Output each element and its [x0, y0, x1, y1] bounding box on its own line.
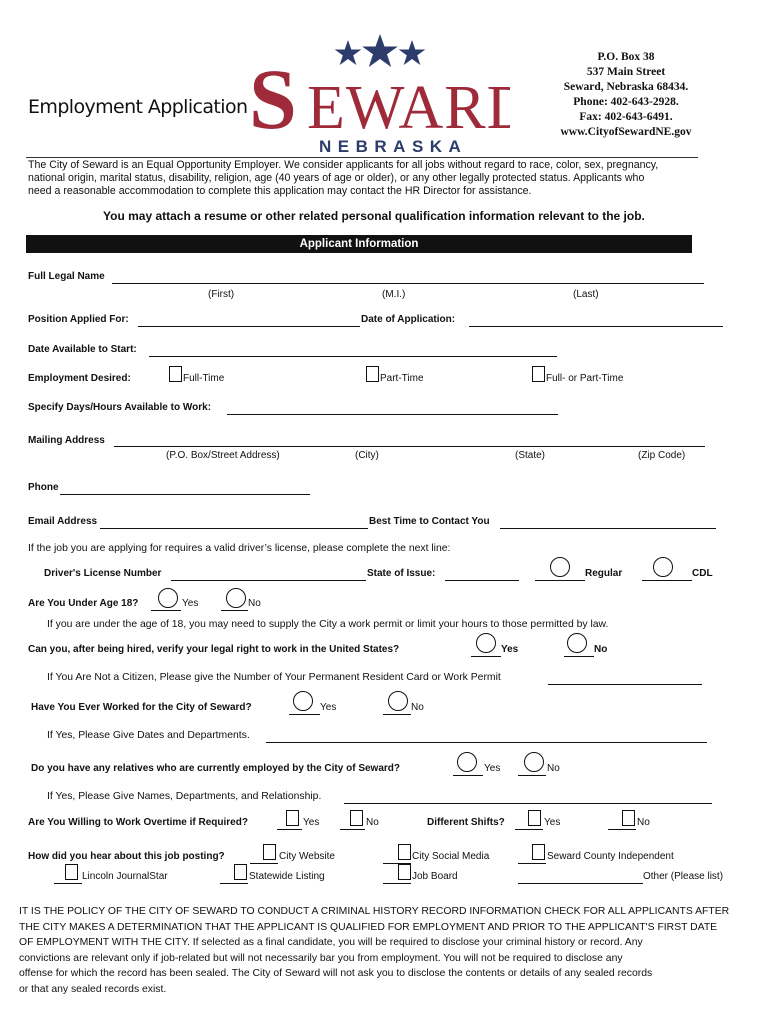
address-line: Fax: 402-643-6491.	[579, 111, 673, 123]
section-header: Applicant Information	[26, 235, 692, 253]
hear-label: How did you hear about this job posting?	[28, 851, 225, 862]
worked-no-label: No	[411, 702, 424, 713]
other-field[interactable]	[518, 883, 643, 884]
shifts-yes-blank	[515, 829, 543, 830]
job-board-checkbox[interactable]	[398, 864, 411, 880]
date-available-label: Date Available to Start:	[28, 344, 137, 355]
policy-line: convictions are relevant only if job-related but will not necessarily bar you from employment. You will not be required to disclose any	[19, 952, 623, 964]
cdl-label: CDL	[692, 568, 713, 579]
svg-text:EWARD: EWARD	[307, 74, 510, 142]
address-line: P.O. Box 38	[597, 51, 655, 63]
mailing-field[interactable]	[114, 446, 705, 447]
relatives-yes-radio[interactable]	[457, 752, 477, 772]
worked-no-radio[interactable]	[388, 691, 408, 711]
names-relationship-field[interactable]	[344, 803, 712, 804]
verify-label: Can you, after being hired, verify your legal right to work in the United States?	[28, 644, 400, 655]
best-time-label: Best Time to Contact You	[369, 516, 490, 527]
overtime-yes-checkbox[interactable]	[286, 810, 299, 826]
verify-no-blank	[564, 656, 594, 657]
worked-no-blank	[383, 714, 411, 715]
full-or-part-checkbox[interactable]	[532, 366, 545, 382]
first-caption: (First)	[208, 289, 235, 300]
verify-yes-label: Yes	[501, 644, 519, 655]
star-icon	[245, 32, 510, 154]
verify-yes-blank	[471, 656, 501, 657]
permit-number-field[interactable]	[548, 684, 702, 685]
city-social-label: City Social Media	[412, 851, 490, 862]
resume-note: You may attach a resume or other related personal qualification information relevant to the job.	[103, 209, 645, 223]
full-name-label: Full Legal Name	[28, 271, 105, 282]
employment-desired-label: Employment Desired:	[28, 373, 131, 384]
job-board-blank	[383, 883, 411, 884]
full-time-label: Full-Time	[183, 373, 225, 384]
regular-blank	[535, 580, 585, 581]
cdl-radio[interactable]	[653, 557, 673, 577]
seward-county-blank	[518, 863, 546, 864]
license-note: If the job you are applying for requires a valid driver’s license, please complete the next line:	[28, 543, 451, 554]
full-name-field[interactable]	[112, 283, 704, 284]
mi-caption: (M.I.)	[382, 289, 406, 300]
shifts-label: Different Shifts?	[427, 817, 505, 828]
date-application-label: Date of Application:	[361, 314, 456, 325]
position-label: Position Applied For:	[28, 314, 129, 325]
zip-caption: (Zip Code)	[638, 450, 686, 461]
policy-line: or that any sealed records exist.	[19, 983, 167, 995]
city-website-label: City Website	[279, 851, 335, 862]
full-time-checkbox[interactable]	[169, 366, 182, 382]
under18-no-radio[interactable]	[226, 588, 246, 608]
seward-logo	[245, 32, 510, 154]
under18-yes-radio[interactable]	[158, 588, 178, 608]
date-available-field[interactable]	[149, 356, 557, 357]
overtime-yes-blank	[277, 829, 302, 830]
dates-departments-field[interactable]	[266, 742, 707, 743]
header-divider	[26, 157, 698, 158]
seward-county-label: Seward County Independent	[547, 851, 674, 862]
part-time-checkbox[interactable]	[366, 366, 379, 382]
days-hours-field[interactable]	[227, 414, 558, 415]
overtime-no-label: No	[366, 817, 379, 828]
relatives-no-label: No	[547, 763, 560, 774]
form-title: Employment Application	[28, 96, 248, 118]
address-line: www.CityofSewardNE.gov	[560, 126, 692, 138]
worked-yes-label: Yes	[320, 702, 337, 713]
seward-county-checkbox[interactable]	[532, 844, 545, 860]
cdl-blank	[642, 580, 692, 581]
under18-yes-blank	[151, 610, 181, 611]
eeo-line: need a reasonable accommodation to complete this application may contact the HR Director for assistance.	[28, 185, 532, 197]
city-website-blank	[250, 863, 278, 864]
worked-before-label: Have You Ever Worked for the City of Seward?	[31, 702, 252, 713]
street-caption: (P.O. Box/Street Address)	[166, 450, 280, 461]
full-or-part-label: Full- or Part-Time	[546, 373, 624, 384]
under18-no-label: No	[248, 598, 261, 609]
svg-text:NEBRASKA: NEBRASKA	[319, 137, 468, 154]
shifts-no-blank	[608, 829, 636, 830]
names-relationship-label: If Yes, Please Give Names, Departments, and Relationship.	[47, 791, 322, 802]
policy-line: offense for which the record has been sealed. The City of Seward will not ask you to disclose the contents or details of any sealed records	[19, 968, 653, 979]
license-number-label: Driver's License Number	[44, 568, 162, 579]
city-website-checkbox[interactable]	[263, 844, 276, 860]
under18-yes-label: Yes	[182, 598, 199, 609]
lincoln-checkbox[interactable]	[65, 864, 78, 880]
best-time-field[interactable]	[500, 528, 716, 529]
worked-yes-blank	[289, 714, 320, 715]
policy-statement	[19, 904, 729, 997]
policy-line: IT IS THE POLICY OF THE CITY OF SEWARD TO CONDUCT A CRIMINAL HISTORY RECORD INFORMATION CHECK FOR ALL APPLICANTS AFTER	[19, 906, 730, 917]
state-issue-label: State of Issue:	[367, 568, 436, 579]
shifts-yes-label: Yes	[544, 817, 561, 828]
not-citizen-label: If You Are Not a Citizen, Please give the Number of Your Permanent Resident Card or Work Permit	[47, 672, 501, 683]
under18-no-blank	[221, 610, 248, 611]
svg-text:S: S	[249, 51, 297, 147]
city-social-checkbox[interactable]	[398, 844, 411, 860]
other-label: Other (Please list)	[643, 871, 724, 882]
phone-label: Phone	[28, 482, 59, 493]
state-issue-field[interactable]	[445, 580, 519, 581]
address-block	[546, 50, 706, 140]
relatives-label: Do you have any relatives who are currently employed by the City of Seward?	[31, 763, 400, 774]
last-caption: (Last)	[573, 289, 599, 300]
lincoln-blank	[54, 883, 82, 884]
position-field[interactable]	[138, 326, 360, 327]
city-caption: (City)	[355, 450, 379, 461]
statewide-blank	[220, 883, 248, 884]
days-hours-label: Specify Days/Hours Available to Work:	[28, 402, 212, 413]
regular-label: Regular	[585, 568, 623, 579]
dates-departments-label: If Yes, Please Give Dates and Departments.	[47, 730, 250, 741]
shifts-yes-checkbox[interactable]	[528, 810, 541, 826]
shifts-no-checkbox[interactable]	[622, 810, 635, 826]
email-label: Email Address	[28, 516, 98, 527]
eeo-line: The City of Seward is an Equal Opportunity Employer. We consider applicants for all jobs without regard to race, color, sex, pregnancy,	[28, 159, 659, 171]
relatives-yes-blank	[453, 775, 483, 776]
relatives-no-blank	[518, 775, 546, 776]
eeo-statement	[28, 159, 658, 198]
policy-line: THE CITY MAKES A DETERMINATION THAT THE APPLICANT IS QUALIFIED FOR EMPLOYMENT AND PRIOR TO THE APPLICANT'S FIRST DATE	[19, 921, 718, 933]
address-line: Phone: 402-643-2928.	[573, 96, 679, 108]
address-line: 537 Main Street	[586, 66, 666, 78]
worked-yes-radio[interactable]	[293, 691, 313, 711]
statewide-label: Statewide Listing	[249, 871, 325, 882]
under18-label: Are You Under Age 18?	[28, 598, 139, 609]
shifts-no-label: No	[637, 817, 650, 828]
policy-line: OF EMPLOYMENT WITH THE CITY. If selected as a final candidate, you will be required to disclose your criminal history or record. Any	[19, 937, 643, 948]
relatives-yes-label: Yes	[484, 763, 501, 774]
email-field[interactable]	[100, 528, 368, 529]
state-caption: (State)	[515, 450, 546, 461]
overtime-yes-label: Yes	[303, 817, 320, 828]
relatives-no-radio[interactable]	[524, 752, 544, 772]
job-board-label: Job Board	[412, 871, 458, 882]
overtime-no-checkbox[interactable]	[350, 810, 363, 826]
part-time-label: Part-Time	[380, 373, 424, 384]
overtime-no-blank	[340, 829, 365, 830]
address-line: Seward, Nebraska 68434.	[563, 81, 689, 93]
verify-no-label: No	[594, 644, 608, 655]
verify-no-radio[interactable]	[567, 633, 587, 653]
statewide-checkbox[interactable]	[234, 864, 247, 880]
eeo-line: national origin, marital status, disability, religion, age (40 years of age or older), or any other legally protected status. Applicants who	[28, 172, 645, 184]
regular-radio[interactable]	[550, 557, 570, 577]
lincoln-label: Lincoln JournalStar	[82, 871, 168, 882]
overtime-label: Are You Willing to Work Overtime if Required?	[28, 817, 248, 828]
date-application-field[interactable]	[469, 326, 723, 327]
verify-yes-radio[interactable]	[476, 633, 496, 653]
under18-note: If you are under the age of 18, you may need to supply the City a work permit or limit your hours to those permitted by law.	[47, 619, 609, 630]
mailing-label: Mailing Address	[28, 435, 105, 446]
phone-field[interactable]	[60, 494, 310, 495]
license-number-field[interactable]	[171, 580, 366, 581]
